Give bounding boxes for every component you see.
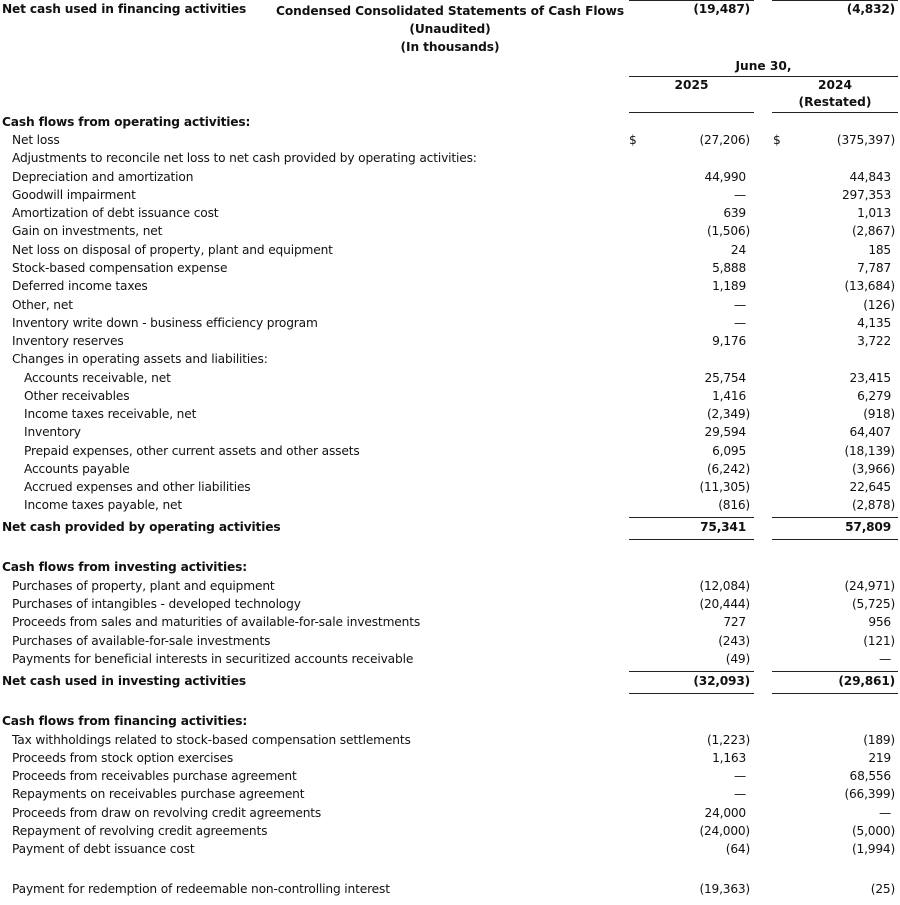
row-label: Accounts payable bbox=[24, 462, 130, 476]
value-2025: (6,242) bbox=[707, 462, 750, 476]
table-row bbox=[0, 241, 900, 259]
column-header-2024: 2024 bbox=[818, 78, 852, 92]
value-2025: 29,594 bbox=[704, 425, 746, 439]
value-2024: 956 bbox=[868, 615, 891, 629]
table-row bbox=[0, 259, 900, 277]
table-row bbox=[0, 186, 900, 204]
table-row bbox=[0, 804, 900, 822]
table-row bbox=[0, 405, 900, 423]
value-2024: (2,878) bbox=[852, 498, 895, 512]
row-label: Income taxes receivable, net bbox=[24, 407, 197, 421]
value-2024: (25) bbox=[870, 882, 895, 896]
value-2024: 7,787 bbox=[857, 261, 891, 275]
row-label: Adjustments to reconcile net loss to net cash provided by operating activities: bbox=[12, 151, 477, 165]
value-2024: 4,135 bbox=[857, 316, 891, 330]
value-2025: 1,416 bbox=[712, 389, 746, 403]
table-row bbox=[0, 369, 900, 387]
value-2025: (19,487) bbox=[693, 2, 750, 16]
value-2025: (11,305) bbox=[699, 480, 750, 494]
value-2024: (1,994) bbox=[852, 842, 895, 856]
row-label: Payment of debt issuance cost bbox=[12, 842, 195, 856]
table-row bbox=[0, 423, 900, 441]
row-label: Payments for beneficial interests in securitized accounts receivable bbox=[12, 652, 414, 666]
column-header-2025: 2025 bbox=[674, 78, 709, 92]
value-2024: (3,966) bbox=[852, 462, 895, 476]
row-label: Proceeds from sales and maturities of available-for-sale investments bbox=[12, 615, 421, 629]
value-2025: 24,000 bbox=[704, 806, 746, 820]
total-rule bbox=[629, 671, 754, 672]
row-label: Repayments on receivables purchase agreement bbox=[12, 787, 305, 801]
total-rule bbox=[629, 517, 754, 518]
currency-symbol-2025: $ bbox=[629, 133, 637, 147]
row-label: Cash flows from operating activities: bbox=[2, 115, 251, 129]
row-label: Tax withholdings related to stock-based compensation settlements bbox=[12, 733, 411, 747]
table-row bbox=[0, 277, 900, 295]
row-label: Purchases of property, plant and equipment bbox=[12, 579, 275, 593]
value-2025: 6,095 bbox=[712, 444, 746, 458]
row-label: Net loss on disposal of property, plant and equipment bbox=[12, 243, 333, 257]
value-2025: (1,506) bbox=[707, 224, 750, 238]
table-row bbox=[0, 387, 900, 405]
period-header: June 30, bbox=[735, 59, 792, 73]
row-label: Amortization of debt issuance cost bbox=[12, 206, 219, 220]
row-label: Cash flows from financing activities: bbox=[2, 714, 248, 728]
table-row bbox=[0, 577, 900, 595]
value-2025: (12,084) bbox=[699, 579, 750, 593]
row-label: Net cash provided by operating activities bbox=[2, 520, 281, 534]
row-label: Income taxes payable, net bbox=[24, 498, 183, 512]
total-rule bbox=[772, 517, 898, 518]
table-row bbox=[0, 314, 900, 332]
value-2025: (816) bbox=[718, 498, 750, 512]
table-row bbox=[0, 222, 900, 240]
value-2024: 57,809 bbox=[845, 520, 891, 534]
row-label: Net cash used in investing activities bbox=[2, 674, 246, 688]
row-label: Other receivables bbox=[24, 389, 130, 403]
value-2025: — bbox=[734, 787, 746, 801]
section-header-row bbox=[0, 712, 900, 730]
value-2025: (19,363) bbox=[699, 882, 750, 896]
value-2025: 727 bbox=[723, 615, 746, 629]
value-2025: 9,176 bbox=[712, 334, 746, 348]
row-label: Repayment of revolving credit agreements bbox=[12, 824, 268, 838]
value-2024: (29,861) bbox=[838, 674, 895, 688]
value-2024: 297,353 bbox=[842, 188, 891, 202]
row-label: Net loss bbox=[12, 133, 60, 147]
value-2024: 185 bbox=[868, 243, 891, 257]
table-row bbox=[0, 149, 900, 167]
row-label: Cash flows from investing activities: bbox=[2, 560, 247, 574]
row-label: Depreciation and amortization bbox=[12, 170, 194, 184]
value-2024: — bbox=[879, 806, 891, 820]
row-label: Inventory bbox=[24, 425, 81, 439]
row-label: Purchases of available-for-sale investments bbox=[12, 634, 271, 648]
value-2025: — bbox=[734, 188, 746, 202]
value-2024: 64,407 bbox=[849, 425, 891, 439]
total-rule bbox=[772, 539, 898, 540]
value-2025: 75,341 bbox=[700, 520, 746, 534]
value-2024: 44,843 bbox=[849, 170, 891, 184]
value-2025: 24 bbox=[730, 243, 746, 257]
row-label: Purchases of intangibles - developed technology bbox=[12, 597, 301, 611]
value-2024: (4,832) bbox=[846, 2, 895, 16]
row-label: Stock-based compensation expense bbox=[12, 261, 228, 275]
table-row bbox=[0, 650, 900, 668]
total-rule bbox=[629, 693, 754, 694]
value-2024: — bbox=[879, 652, 891, 666]
currency-symbol-2024: $ bbox=[773, 133, 781, 147]
table-row bbox=[0, 478, 900, 496]
value-2025: 639 bbox=[723, 206, 746, 220]
value-2024: 68,556 bbox=[849, 769, 891, 783]
value-2024: 3,722 bbox=[857, 334, 891, 348]
value-2024: 1,013 bbox=[857, 206, 891, 220]
value-2025: (1,223) bbox=[707, 733, 750, 747]
row-label: Net cash used in financing activities bbox=[2, 2, 247, 16]
statement-title: Condensed Consolidated Statements of Cash Flows bbox=[276, 4, 624, 18]
table-row bbox=[0, 880, 900, 898]
value-2024: 6,279 bbox=[857, 389, 891, 403]
value-2024: (189) bbox=[863, 733, 895, 747]
total-rule bbox=[772, 0, 898, 1]
table-row bbox=[0, 496, 900, 514]
value-2024: (5,000) bbox=[852, 824, 895, 838]
table-row bbox=[0, 822, 900, 840]
total-row bbox=[0, 672, 900, 690]
table-row bbox=[0, 204, 900, 222]
row-label: Deferred income taxes bbox=[12, 279, 148, 293]
value-2024: 23,415 bbox=[849, 371, 891, 385]
table-row bbox=[0, 613, 900, 631]
value-2025: 25,754 bbox=[704, 371, 746, 385]
row-label: Accounts receivable, net bbox=[24, 371, 171, 385]
section-header-row bbox=[0, 113, 900, 131]
table-row bbox=[0, 460, 900, 478]
row-label: Goodwill impairment bbox=[12, 188, 136, 202]
total-row bbox=[0, 518, 900, 536]
table-row bbox=[0, 731, 900, 749]
row-label: Accrued expenses and other liabilities bbox=[24, 480, 251, 494]
value-2025: (27,206) bbox=[699, 133, 750, 147]
value-2025: 44,990 bbox=[704, 170, 746, 184]
value-2024: (24,971) bbox=[844, 579, 895, 593]
value-2025: — bbox=[734, 316, 746, 330]
value-2025: (2,349) bbox=[707, 407, 750, 421]
value-2024: (2,867) bbox=[852, 224, 895, 238]
value-2024: (66,399) bbox=[844, 787, 895, 801]
table-row bbox=[0, 168, 900, 186]
table-row bbox=[0, 595, 900, 613]
row-label: Changes in operating assets and liabilities: bbox=[12, 352, 268, 366]
column-header-2024-restated: (Restated) bbox=[798, 95, 872, 109]
table-row bbox=[0, 350, 900, 368]
value-2024: (121) bbox=[863, 634, 895, 648]
value-2025: (20,444) bbox=[699, 597, 750, 611]
value-2025: (49) bbox=[725, 652, 750, 666]
table-row bbox=[0, 749, 900, 767]
total-rule bbox=[772, 693, 898, 694]
statement-subtitle-units: (In thousands) bbox=[400, 40, 500, 54]
value-2024: (18,139) bbox=[844, 444, 895, 458]
value-2025: 5,888 bbox=[712, 261, 746, 275]
section-header-row bbox=[0, 558, 900, 576]
row-label: Gain on investments, net bbox=[12, 224, 163, 238]
value-2024: (5,725) bbox=[852, 597, 895, 611]
total-row bbox=[0, 0, 900, 18]
row-label: Inventory reserves bbox=[12, 334, 124, 348]
row-label: Payment for redemption of redeemable non-controlling interest bbox=[12, 882, 390, 896]
table-row bbox=[0, 785, 900, 803]
row-label: Proceeds from receivables purchase agreement bbox=[12, 769, 297, 783]
value-2025: — bbox=[734, 298, 746, 312]
total-rule bbox=[629, 0, 754, 1]
row-label: Proceeds from stock option exercises bbox=[12, 751, 234, 765]
value-2025: (64) bbox=[725, 842, 750, 856]
table-row bbox=[0, 632, 900, 650]
row-label: Inventory write down - business efficiency program bbox=[12, 316, 318, 330]
value-2024: (375,397) bbox=[836, 133, 895, 147]
value-2024: 22,645 bbox=[849, 480, 891, 494]
value-2025: 1,163 bbox=[712, 751, 746, 765]
period-rule bbox=[629, 76, 898, 77]
row-label: Other, net bbox=[12, 298, 73, 312]
value-2024: (13,684) bbox=[844, 279, 895, 293]
value-2024: 219 bbox=[868, 751, 891, 765]
value-2025: 1,189 bbox=[712, 279, 746, 293]
total-rule bbox=[629, 539, 754, 540]
row-label: Proceeds from draw on revolving credit agreements bbox=[12, 806, 322, 820]
value-2025: (24,000) bbox=[699, 824, 750, 838]
value-2025: — bbox=[734, 769, 746, 783]
table-row bbox=[0, 131, 900, 149]
row-label: Prepaid expenses, other current assets and other assets bbox=[24, 444, 360, 458]
table-row bbox=[0, 767, 900, 785]
table-row bbox=[0, 296, 900, 314]
value-2024: (918) bbox=[863, 407, 895, 421]
statement-subtitle-unaudited: (Unaudited) bbox=[409, 22, 491, 36]
value-2025: (32,093) bbox=[693, 674, 750, 688]
table-row bbox=[0, 840, 900, 858]
table-row bbox=[0, 332, 900, 350]
table-row bbox=[0, 442, 900, 460]
value-2025: (243) bbox=[718, 634, 750, 648]
total-rule bbox=[772, 671, 898, 672]
value-2024: (126) bbox=[863, 298, 895, 312]
